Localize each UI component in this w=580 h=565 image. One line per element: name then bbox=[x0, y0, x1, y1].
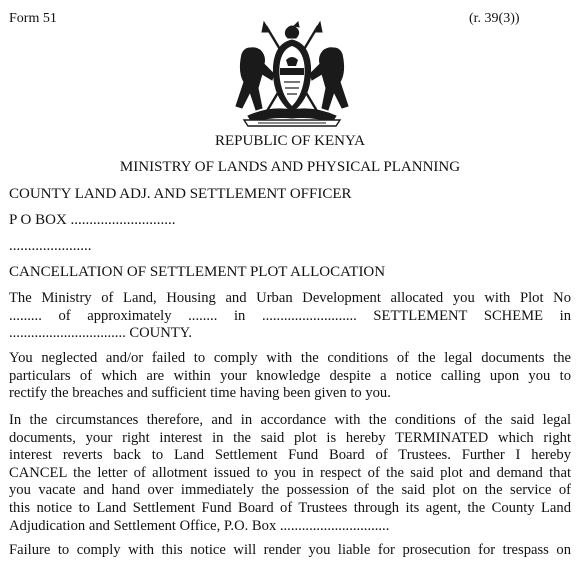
ministry-title: MINISTRY OF LANDS AND PHYSICAL PLANNING bbox=[119, 159, 461, 175]
form-number: Form 51 bbox=[9, 11, 57, 26]
officer-title: COUNTY LAND ADJ. AND SETTLEMENT OFFICER bbox=[9, 186, 352, 202]
paragraph-line: ......... of approximately ........ in .......................... SETTLEMENT SCHEME in bbox=[9, 307, 571, 324]
paragraph-line: Adjudication and Settlement Office, P.O. Box .............................. bbox=[9, 517, 390, 534]
paragraph-line: CANCEL the letter of allotment issued to you in respect of the said plot and demand that bbox=[9, 464, 571, 481]
paragraph-line: this notice to Land Settlement Fund Board of Trustees through its agent, the County Land bbox=[9, 499, 571, 516]
paragraph-line: Failure to comply with this notice will render you liable for prosecution for trespass on bbox=[9, 542, 571, 558]
failure-paragraph bbox=[9, 542, 571, 560]
paragraph-line: documents, your right interest in the said plot is hereby TERMINATED which right bbox=[9, 429, 571, 446]
paragraph-line: In the circumstances therefore, and in accordance with the conditions of the said legal bbox=[9, 412, 571, 428]
paragraph-line: interest reverts back to Land Settlement Fund Board of Trustees. Further I hereby bbox=[9, 447, 571, 464]
document-heading: CANCELLATION OF SETTLEMENT PLOT ALLOCATION bbox=[9, 264, 386, 280]
rule-reference: (r. 39(3)) bbox=[469, 11, 520, 26]
paragraph-line: ................................ COUNTY. bbox=[9, 325, 192, 342]
allocation-paragraph bbox=[9, 290, 571, 343]
paragraph-line: You neglected and/or failed to comply with the conditions of the legal documents the bbox=[9, 350, 571, 366]
kenya-coat-of-arms-icon bbox=[228, 20, 356, 130]
paragraph-line: rectify the breaches and sufficient time having been given to you. bbox=[9, 385, 391, 402]
paragraph-line: particulars of which are within your knowledge despite a notice calling upon you to bbox=[9, 367, 571, 384]
breach-paragraph bbox=[9, 350, 571, 403]
republic-title: REPUBLIC OF KENYA bbox=[214, 133, 365, 149]
termination-paragraph bbox=[9, 412, 571, 535]
paragraph-line: The Ministry of Land, Housing and Urban Development allocated you with Plot No bbox=[9, 290, 571, 306]
po-box-field: P O BOX ............................ bbox=[9, 212, 176, 228]
address-line-field: ...................... bbox=[9, 238, 92, 254]
paragraph-line: you vacate and hand over immediately the possession of the said plot on the service of bbox=[9, 482, 571, 499]
